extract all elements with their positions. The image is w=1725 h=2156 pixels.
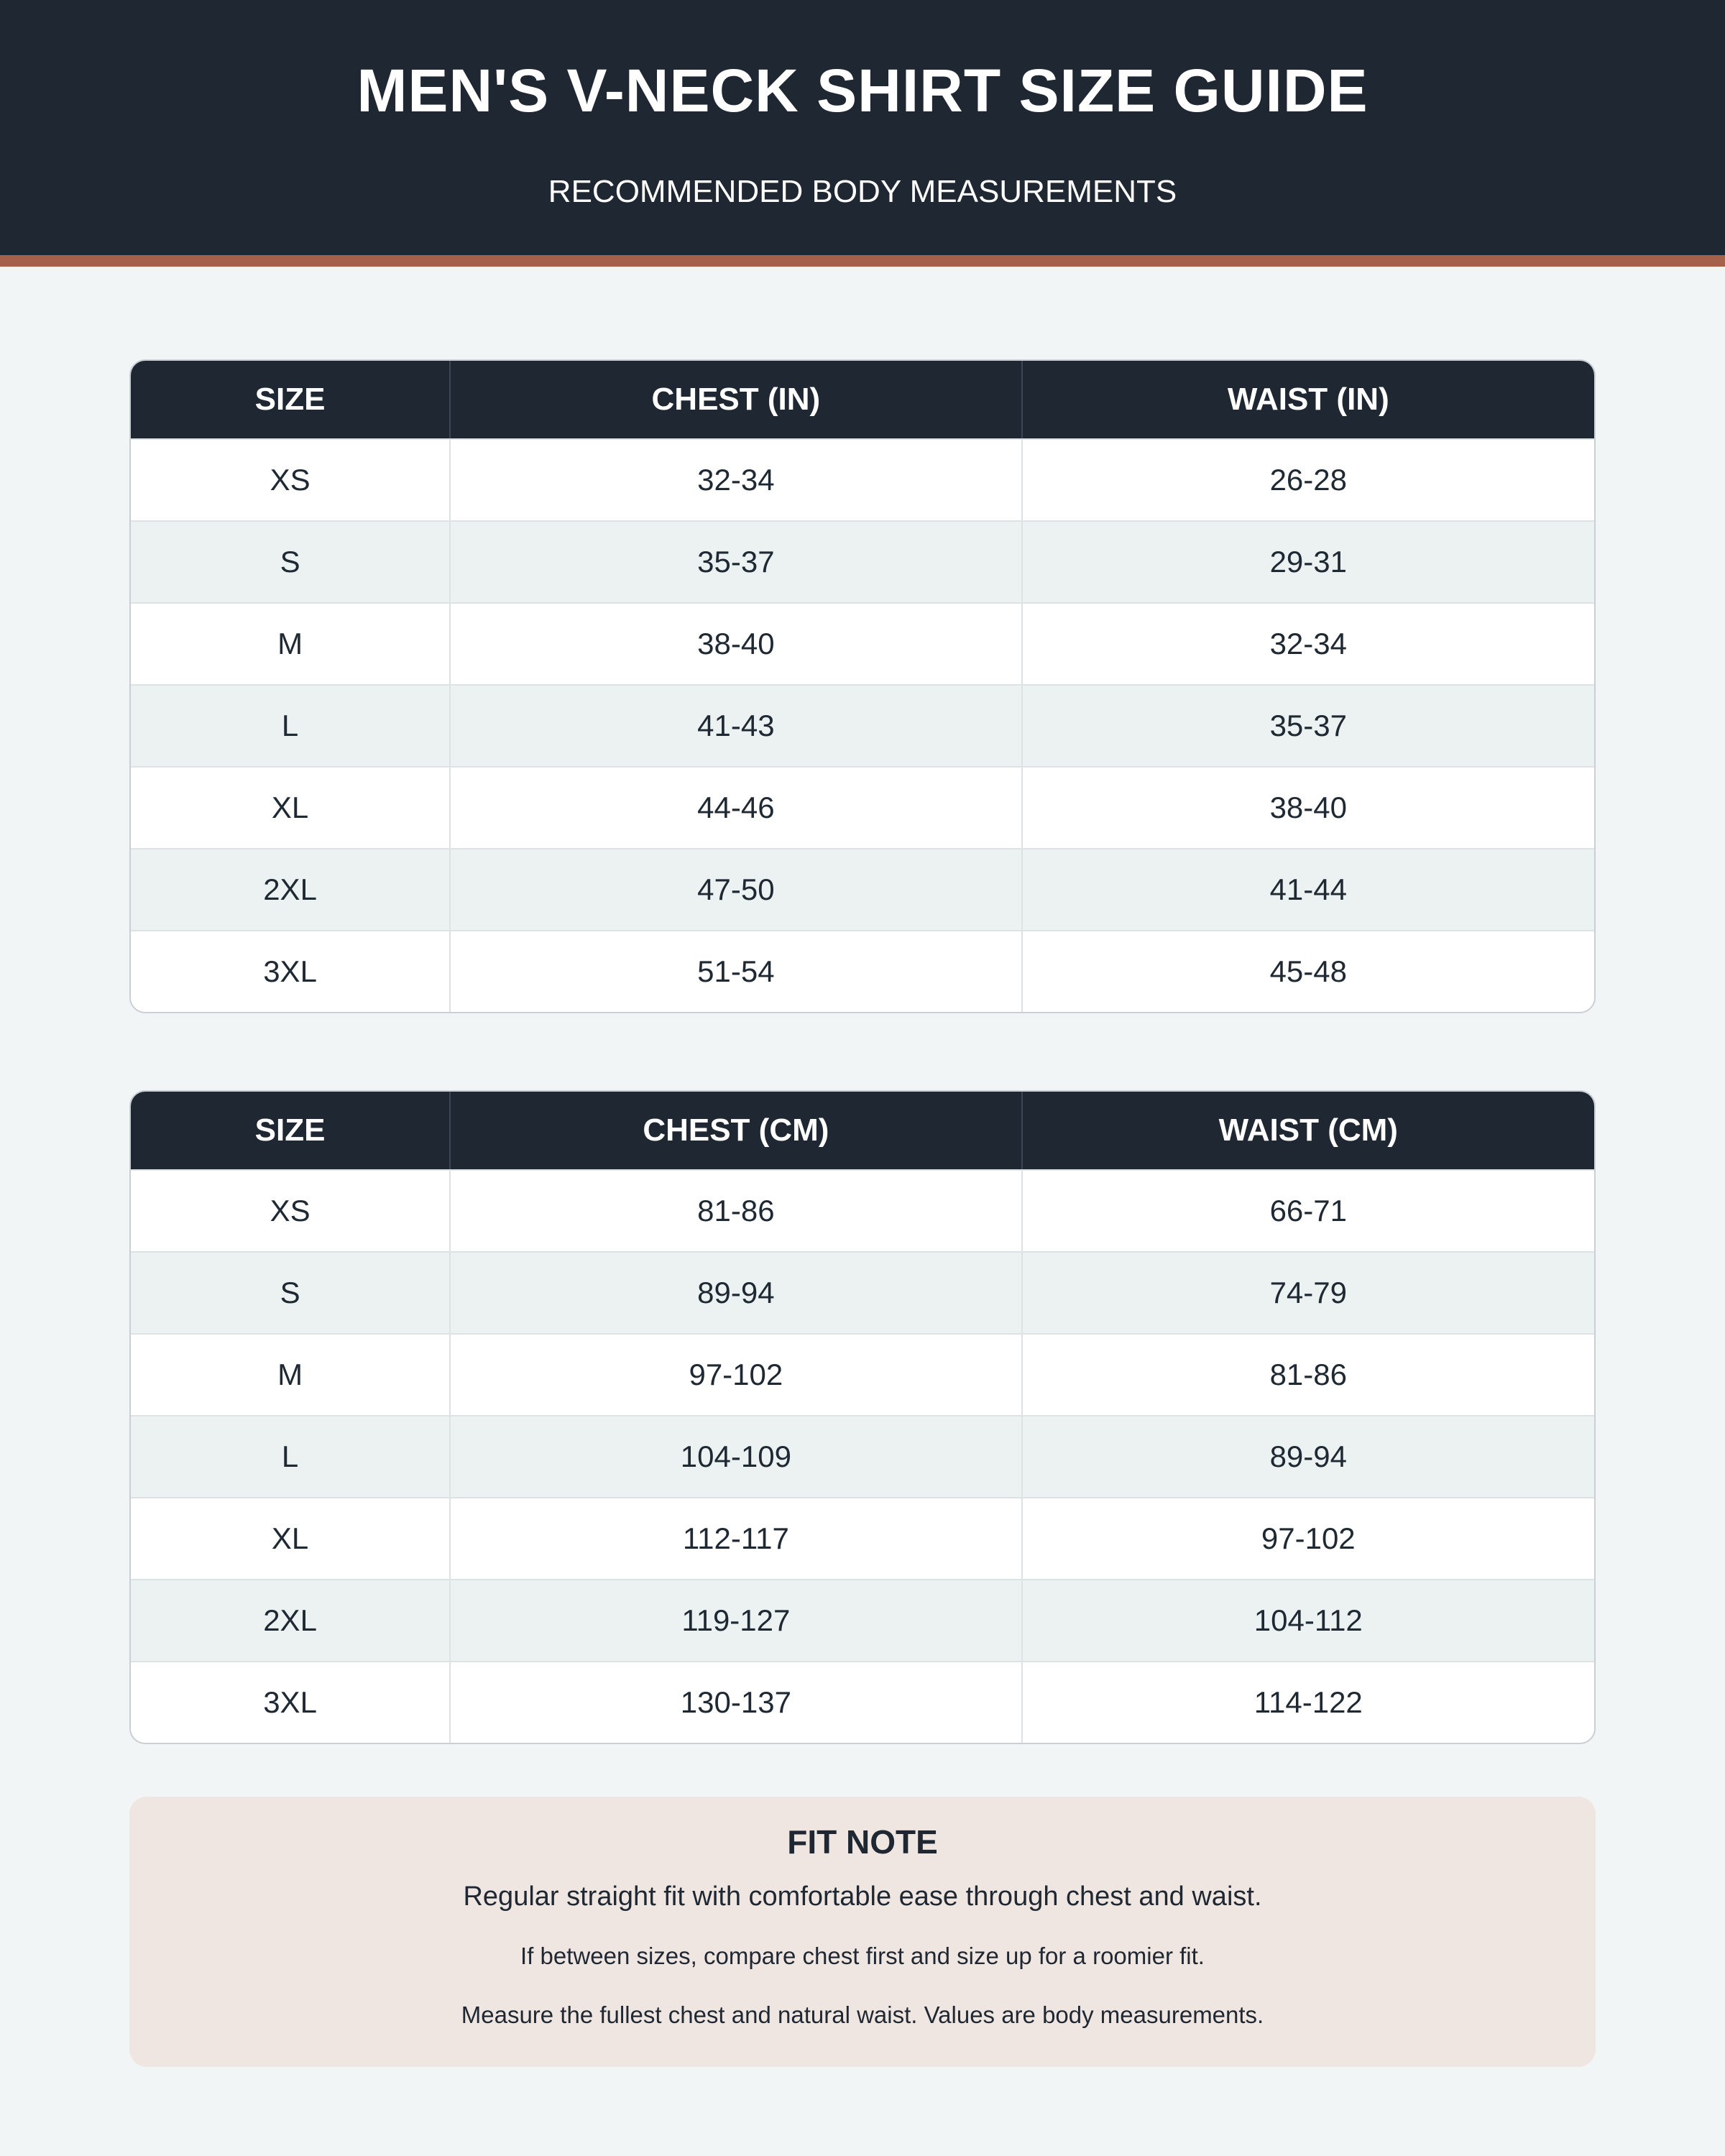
waist-cell: 26-28 <box>1023 438 1594 520</box>
column-header-chest: CHEST (IN) <box>451 361 1022 438</box>
chest-cell: 32-34 <box>451 438 1022 520</box>
page-title: MEN'S V-NECK SHIRT SIZE GUIDE <box>356 57 1368 124</box>
header-accent-bar <box>0 255 1725 267</box>
chest-cell: 41-43 <box>451 684 1022 766</box>
size-cell: L <box>131 684 451 766</box>
size-cell: 3XL <box>131 930 451 1012</box>
chest-cell: 112-117 <box>451 1497 1022 1579</box>
column-header-waist: WAIST (CM) <box>1023 1092 1594 1169</box>
chest-cell: 130-137 <box>451 1661 1022 1743</box>
size-cell: XS <box>131 1169 451 1251</box>
waist-cell: 81-86 <box>1023 1333 1594 1415</box>
page-header <box>0 0 1725 255</box>
waist-cell: 97-102 <box>1023 1497 1594 1579</box>
waist-cell: 45-48 <box>1023 930 1594 1012</box>
size-cell: XL <box>131 766 451 848</box>
size-cell: 3XL <box>131 1661 451 1743</box>
table-header-row <box>131 1092 1594 1169</box>
fit-note-line: Measure the fullest chest and natural waist. Values are body measurements. <box>461 2001 1264 2028</box>
waist-cell: 38-40 <box>1023 766 1594 848</box>
fit-note-line: Regular straight fit with comfortable ease through chest and waist. <box>463 1881 1262 1912</box>
size-table-inches <box>129 359 1596 1013</box>
waist-cell: 114-122 <box>1023 1661 1594 1743</box>
table-row <box>131 1415 1594 1497</box>
column-header-chest: CHEST (CM) <box>451 1092 1022 1169</box>
chest-cell: 35-37 <box>451 520 1022 602</box>
waist-cell: 41-44 <box>1023 848 1594 930</box>
waist-cell: 29-31 <box>1023 520 1594 602</box>
size-cell: XS <box>131 438 451 520</box>
column-header-size: SIZE <box>131 1092 451 1169</box>
waist-cell: 32-34 <box>1023 602 1594 684</box>
waist-cell: 74-79 <box>1023 1251 1594 1333</box>
table-row <box>131 930 1594 1012</box>
waist-cell: 104-112 <box>1023 1579 1594 1661</box>
size-cell: L <box>131 1415 451 1497</box>
size-cell: 2XL <box>131 1579 451 1661</box>
waist-cell: 89-94 <box>1023 1415 1594 1497</box>
size-cell: S <box>131 520 451 602</box>
chest-cell: 47-50 <box>451 848 1022 930</box>
fit-note-line: If between sizes, compare chest first and size up for a roomier fit. <box>520 1943 1205 1969</box>
chest-cell: 119-127 <box>451 1579 1022 1661</box>
table-row <box>131 766 1594 848</box>
table-row <box>131 1169 1594 1251</box>
table-row <box>131 848 1594 930</box>
chest-cell: 104-109 <box>451 1415 1022 1497</box>
table-row <box>131 1579 1594 1661</box>
table-row <box>131 684 1594 766</box>
table-header-row <box>131 361 1594 438</box>
size-cell: S <box>131 1251 451 1333</box>
waist-cell: 66-71 <box>1023 1169 1594 1251</box>
waist-cell: 35-37 <box>1023 684 1594 766</box>
table-row <box>131 438 1594 520</box>
column-header-size: SIZE <box>131 361 451 438</box>
chest-cell: 97-102 <box>451 1333 1022 1415</box>
fit-note-title: FIT NOTE <box>787 1823 938 1861</box>
table-row <box>131 1251 1594 1333</box>
size-cell: XL <box>131 1497 451 1579</box>
table-row <box>131 1661 1594 1743</box>
table-row <box>131 520 1594 602</box>
chest-cell: 81-86 <box>451 1169 1022 1251</box>
table-row <box>131 1333 1594 1415</box>
chest-cell: 51-54 <box>451 930 1022 1012</box>
table-row <box>131 1497 1594 1579</box>
table-row <box>131 602 1594 684</box>
size-cell: 2XL <box>131 848 451 930</box>
fit-note-panel <box>129 1797 1596 2067</box>
size-cell: M <box>131 1333 451 1415</box>
chest-cell: 89-94 <box>451 1251 1022 1333</box>
chest-cell: 44-46 <box>451 766 1022 848</box>
size-cell: M <box>131 602 451 684</box>
chest-cell: 38-40 <box>451 602 1022 684</box>
page-subtitle: RECOMMENDED BODY MEASUREMENTS <box>548 174 1177 209</box>
size-table-centimeters <box>129 1090 1596 1744</box>
column-header-waist: WAIST (IN) <box>1023 361 1594 438</box>
